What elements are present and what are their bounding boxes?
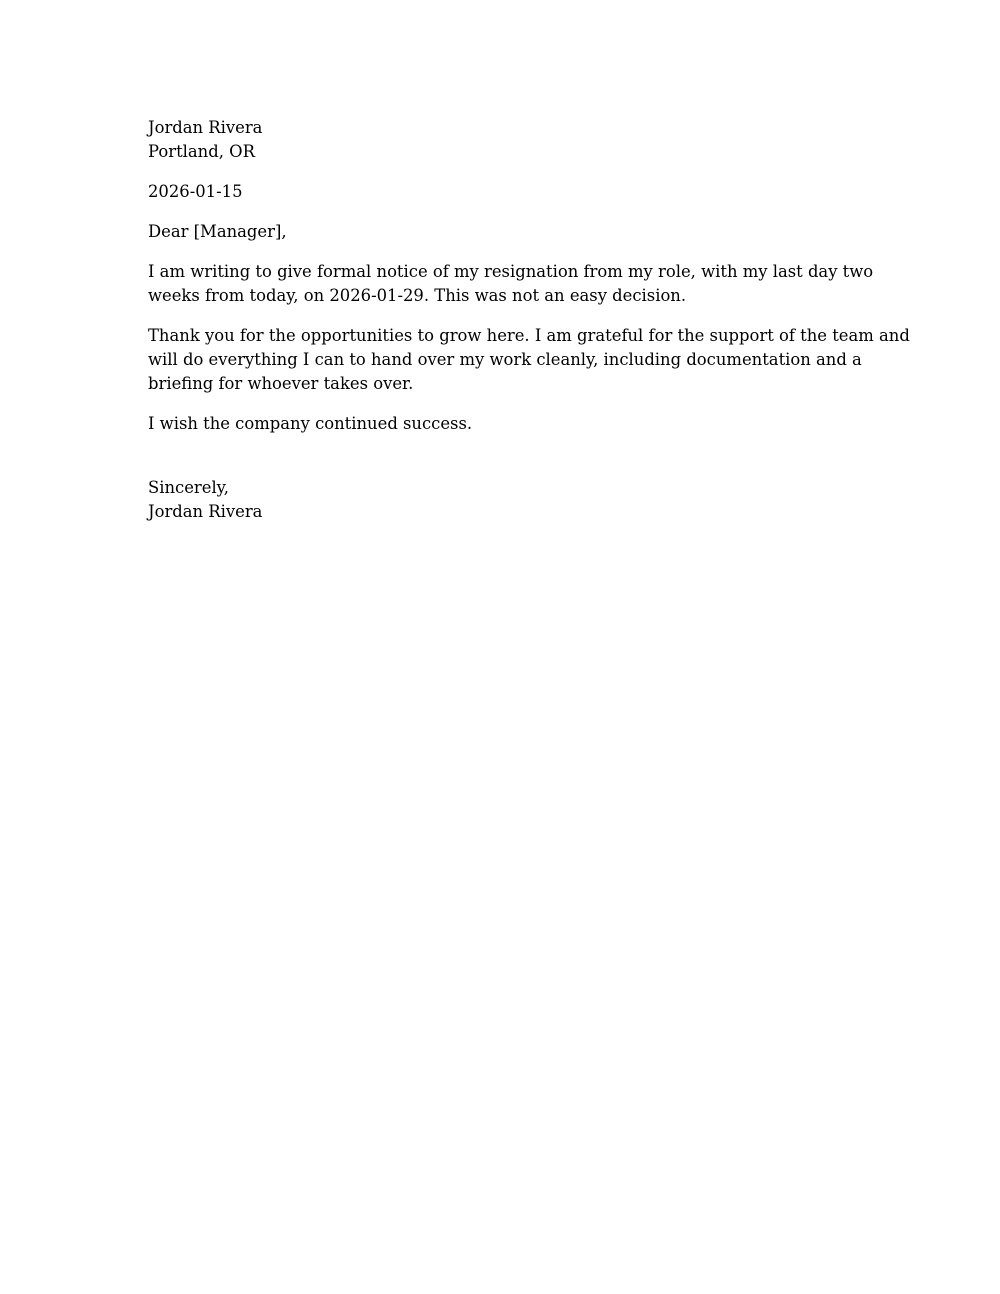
date-text: 2026-01-15: [148, 182, 243, 201]
paragraph-line: I wish the company continued success.: [148, 414, 473, 433]
signature: Jordan Rivera: [148, 502, 263, 521]
paragraph-line: Thank you for the opportunities to grow here. I am grateful for the support of the team and: [148, 326, 910, 345]
paragraph-thanks: [148, 324, 910, 396]
paragraph-line: weeks from today, on 2026-01-29. This was not an easy decision.: [148, 286, 687, 305]
sender-block: [148, 116, 858, 164]
closing-block: [148, 476, 858, 524]
valediction: Sincerely,: [148, 478, 229, 497]
sender-location: Portland, OR: [148, 142, 255, 161]
salutation-text: Dear [Manager],: [148, 222, 287, 241]
paragraph-line: briefing for whoever takes over.: [148, 374, 414, 393]
paragraph-line: will do everything I can to hand over my work cleanly, including documentation and a: [148, 350, 862, 369]
paragraph-notice: [148, 260, 874, 308]
letter-page: [148, 116, 910, 524]
sender-name: Jordan Rivera: [148, 118, 263, 137]
letter-date: [148, 180, 858, 204]
salutation: [148, 220, 858, 244]
paragraph-wishes: [148, 412, 858, 436]
paragraph-line: I am writing to give formal notice of my resignation from my role, with my last day two: [148, 262, 874, 281]
